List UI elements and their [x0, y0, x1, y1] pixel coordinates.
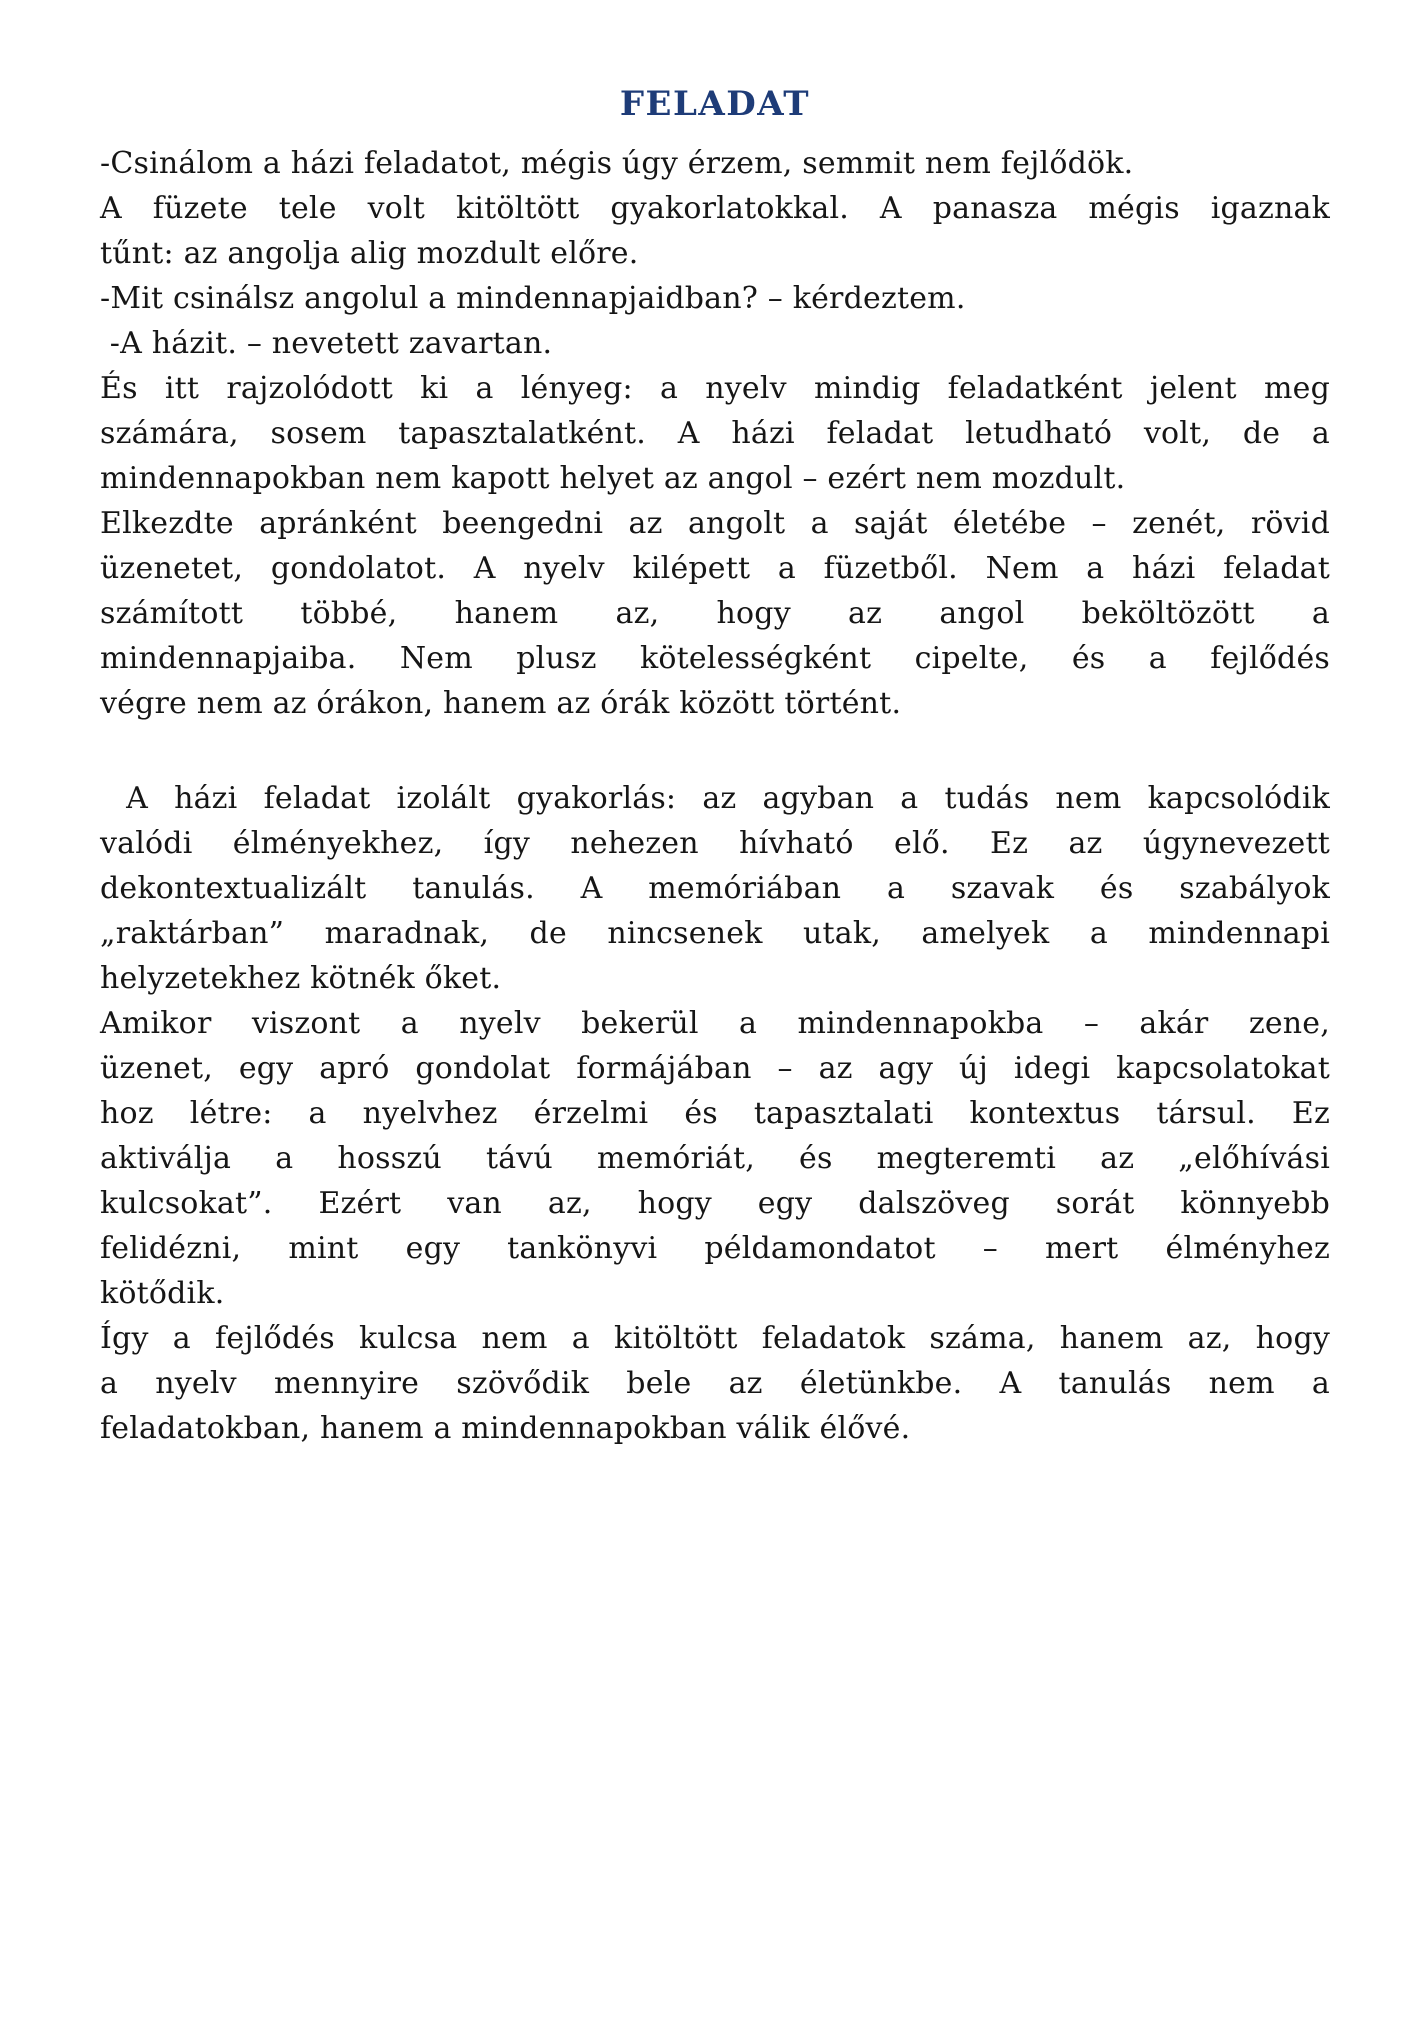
paragraph	[100, 276, 1330, 321]
paragraph	[100, 776, 1330, 1001]
text-line: valódi élményekhez, így nehezen hívható elő. Ez az úgynevezett	[100, 825, 1330, 861]
text-line: És itt rajzolódott ki a lényeg: a nyelv mindig feladatként jelent meg	[100, 370, 1330, 406]
document-body	[100, 141, 1330, 1451]
paragraph	[100, 1001, 1330, 1316]
text-line: üzenetet, gondolatot. A nyelv kilépett a füzetből. Nem a házi feladat	[100, 550, 1330, 586]
page-title: FELADAT	[619, 84, 811, 124]
text-line: helyzetekhez kötnék őket.	[100, 960, 502, 996]
paragraph	[100, 186, 1330, 276]
text-line: tűnt: az angolja alig mozdult előre.	[100, 235, 639, 271]
text-line: felidézni, mint egy tankönyvi példamondatot – mert élményhez	[100, 1230, 1330, 1266]
paragraph	[100, 141, 1330, 186]
text-line: aktiválja a hosszú távú memóriát, és megteremti az „előhívási	[100, 1140, 1330, 1176]
text-line: mindennapjaiba. Nem plusz kötelességként cipelte, és a fejlődés	[100, 640, 1330, 676]
paragraph	[100, 1316, 1330, 1451]
text-line: a nyelv mennyire szövődik bele az életünkbe. A tanulás nem a	[100, 1365, 1330, 1401]
text-line: A házi feladat izolált gyakorlás: az agyban a tudás nem kapcsolódik	[100, 780, 1330, 816]
paragraph	[100, 321, 1330, 366]
text-line: számított többé, hanem az, hogy az angol beköltözött a	[100, 595, 1330, 631]
text-line: kulcsokat”. Ezért van az, hogy egy dalszöveg sorát könnyebb	[100, 1185, 1330, 1221]
text-line: Elkezdte apránként beengedni az angolt a saját életébe – zenét, rövid	[100, 505, 1330, 541]
text-line: Amikor viszont a nyelv bekerül a mindennapokba – akár zene,	[100, 1005, 1330, 1041]
text-line: A füzete tele volt kitöltött gyakorlatokkal. A panasza mégis igaznak	[100, 190, 1330, 226]
text-line: -Csinálom a házi feladatot, mégis úgy érzem, semmit nem fejlődök.	[100, 145, 1134, 181]
text-line: mindennapokban nem kapott helyet az angol – ezért nem mozdult.	[100, 460, 1126, 496]
text-line: hoz létre: a nyelvhez érzelmi és tapasztalati kontextus társul. Ez	[100, 1095, 1330, 1131]
text-line: végre nem az órákon, hanem az órák között történt.	[100, 685, 902, 721]
paragraph	[100, 501, 1330, 726]
text-line: számára, sosem tapasztalatként. A házi feladat letudható volt, de a	[100, 415, 1330, 451]
text-line: -Mit csinálsz angolul a mindennapjaidban? – kérdeztem.	[100, 280, 966, 316]
text-line: kötődik.	[100, 1275, 225, 1311]
paragraph	[100, 366, 1330, 501]
text-line: „raktárban” maradnak, de nincsenek utak, amelyek a mindennapi	[100, 915, 1330, 951]
text-line: Így a fejlődés kulcsa nem a kitöltött feladatok száma, hanem az, hogy	[100, 1320, 1330, 1356]
text-line: dekontextualizált tanulás. A memóriában a szavak és szabályok	[100, 870, 1330, 906]
text-line: üzenet, egy apró gondolat formájában – az agy új idegi kapcsolatokat	[100, 1050, 1330, 1086]
text-line: -A házit. – nevetett zavartan.	[100, 325, 553, 361]
text-line: feladatokban, hanem a mindennapokban válik élővé.	[100, 1410, 911, 1446]
